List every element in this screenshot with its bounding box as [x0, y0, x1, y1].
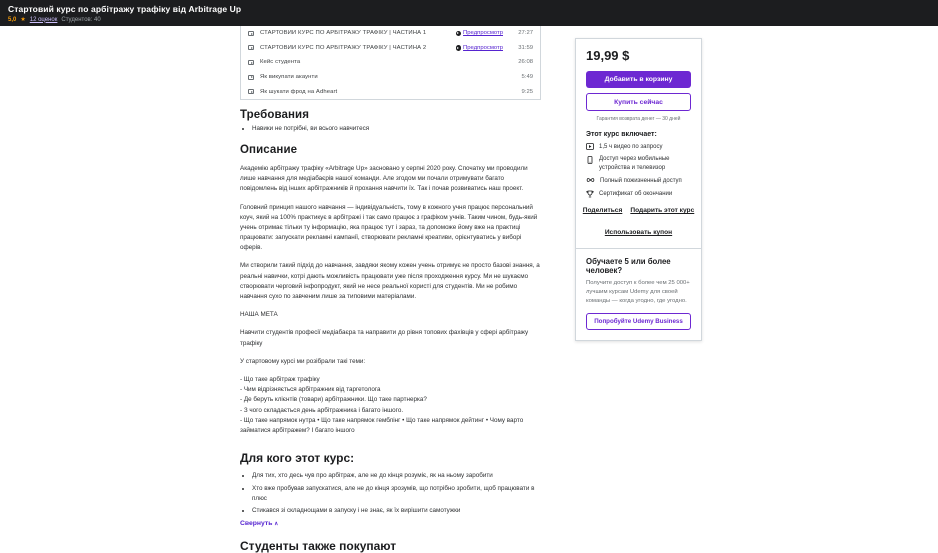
play-circle-icon — [456, 45, 462, 51]
lecture-title: Як шукати фрод на Adheart — [260, 88, 338, 95]
lecture-title: Як викупати акаунти — [260, 74, 318, 81]
lecture-title: СТАРТОВИЙ КУРС ПО АРБІТРАЖУ ТРАФІКУ | ЧАСТИНА 1 — [260, 30, 427, 37]
gift-course-link[interactable]: Подарить этот курс — [630, 207, 695, 215]
lecture-duration: 31:59 — [518, 44, 533, 51]
main-column — [240, 26, 541, 553]
lecture-row[interactable] — [241, 41, 540, 56]
description-heading: Описание — [240, 143, 298, 156]
topic-item: - Що таке напрямок нутра • Що таке напрямок гемблінг • Що таке напрямок дейтинг • Чому варто займатися арбітражем? І багато іншого — [240, 416, 524, 434]
mobile-icon — [586, 156, 594, 164]
course-header — [0, 0, 938, 26]
who-for-section — [240, 451, 541, 516]
topics-intro: У стартовому курсі ми розібрали такі теми: — [240, 357, 366, 365]
includes-item: Полный пожизненный доступ — [586, 177, 691, 185]
page-title: Стартовий курс по арбітражу трафіку від Arbitrage Up — [8, 4, 242, 14]
lecture-duration: 26:08 — [518, 59, 533, 66]
business-heading: Обучаете 5 или более человек? — [586, 257, 671, 276]
lecture-row[interactable] — [241, 26, 540, 41]
includes-item: 1,5 ч видео по запросу — [586, 143, 691, 151]
lecture-title: СТАРТОВИЙ КУРС ПО АРБІТРАЖУ ТРАФІКУ | ЧАСТИНА 2 — [260, 44, 427, 51]
video-lecture-icon — [248, 89, 254, 94]
lecture-duration: 27:27 — [518, 30, 533, 37]
requirements-section — [240, 109, 541, 132]
video-lecture-icon — [248, 60, 254, 65]
curriculum-list — [240, 26, 541, 100]
description-paragraph: Головний принцип нашого навчання — індивідуальність, тому в кожного учня працює персональний коуч, який на 100% практикує в арбітражі і так само працює з графіком учнів. Таким чином, будь-який учень отримає тільки ту інформацію, яка працює тут і зараз, та допоможе йому вже на практиці працювати: запускати рекламні кампанії, створювати рекламні креативи, орієнтуватись у виборі оферів. — [240, 203, 538, 252]
chevron-up-icon: ∧ — [274, 521, 279, 528]
topic-item: - З чого складається день арбітражника і багато іншого. — [240, 406, 404, 414]
who-for-heading: Для кого этот курс: — [240, 451, 355, 466]
topics-list — [240, 375, 541, 436]
trophy-icon — [586, 190, 594, 198]
video-lecture-icon — [248, 31, 254, 36]
lecture-row[interactable] — [241, 70, 540, 85]
add-to-cart-button[interactable]: Добавить в корзину — [586, 71, 691, 88]
description-paragraph: Ми створили такий підхід до навчання, завдяки якому кожен учень отримує не просто базові знання, а реальні навички, котрі дають можливість працювати уже після проходження курсу. Ми не шукаємо створювати черговий інфопродукт, який не несе реальної користі для студентів. Ми не робимо навчання сухо по завченим лише за типовими матеріалами. — [240, 262, 540, 301]
students-count: Студентов: 40 — [61, 16, 101, 23]
ratings-count-link[interactable]: 12 оценок — [29, 16, 58, 23]
apply-coupon-link[interactable]: Использовать купон — [604, 229, 673, 237]
requirement-item: • Навики не потрібні, ви всього навчитеся — [252, 125, 541, 132]
video-lecture-icon — [248, 45, 254, 50]
share-link[interactable]: Поделиться — [582, 207, 623, 215]
lecture-row[interactable] — [241, 55, 540, 70]
includes-heading: Этот курс включает: — [586, 131, 657, 138]
description-paragraph: Академію арбітражу трафіку «Arbitrage Up» засновано у серпні 2020 року. Спочатку ми проводили лише навчання для медіабаєрів нашої команди. Але згодом ми почали отримувати багато повідомлень від інших арбітражників й прохання навчити їх. Так і почав розвиватись наш проект. — [240, 164, 528, 193]
lecture-row[interactable] — [241, 84, 540, 99]
udemy-business-button[interactable]: Попробуйте Udemy Business — [586, 313, 691, 330]
course-price: 19,99 $ — [586, 48, 630, 63]
includes-item: Сертификат об окончании — [586, 190, 691, 199]
business-body: Получите доступ к более чем 25 000+ лучшим курсам Udemy для своей команды — когда угодно, где угодно. — [586, 280, 690, 304]
lecture-duration: 5:49 — [521, 74, 533, 81]
goal-heading: НАША МЕТА — [240, 311, 278, 319]
rating-value: 5,0 — [8, 16, 17, 23]
video-icon — [586, 143, 594, 150]
header-meta — [8, 16, 930, 23]
students-also-buy-heading: Студенты также покупают — [240, 539, 397, 553]
topic-item: - Чим відрізняється арбітражник від таргетолога — [240, 386, 381, 394]
topic-item: - Що таке арбітраж трафіку — [240, 375, 320, 383]
collapse-link[interactable]: Свернуть ∧ — [240, 520, 279, 528]
money-back-guarantee: Гарантия возврата денег — 30 дней — [596, 116, 681, 122]
business-section — [586, 257, 691, 330]
star-icon: ★ — [20, 17, 26, 23]
lecture-duration: 9:25 — [521, 88, 533, 95]
requirements-heading: Требования — [240, 108, 310, 121]
card-divider — [576, 248, 701, 249]
topic-item: - Де беруть клієнтів (товари) арбітражники. Що таке партнерка? — [240, 396, 427, 404]
who-for-item: • Хто вже пробував запускатися, але не до кінця зрозумів, що потрібно зробити, щоб працювати в плюс — [252, 484, 541, 504]
video-lecture-icon — [248, 75, 254, 80]
preview-link[interactable]: Предпросмотр — [456, 30, 503, 36]
lecture-title: Кейс студента — [260, 59, 301, 66]
who-for-item: • Стикався зі складнощами в запуску і не знає, як їх вирішити самотужки — [252, 506, 541, 516]
play-circle-icon — [456, 31, 462, 37]
description-section — [240, 144, 541, 436]
who-for-item: • Для тих, хто десь чув про арбітраж, але не до кінця розуміє, як на ньому заробити — [252, 471, 541, 481]
share-row — [582, 207, 695, 215]
includes-item: Доступ через мобильные устройства и телевизор — [586, 155, 691, 172]
preview-link[interactable]: Предпросмотр — [456, 45, 503, 51]
infinity-icon — [586, 177, 595, 183]
purchase-card — [575, 38, 702, 341]
buy-now-button[interactable]: Купить сейчас — [586, 93, 691, 111]
goal-text: Навчити студентів професії медіабаєра та направити до рівня топових фахівців у сфері арбітражу трафіку — [240, 329, 529, 347]
